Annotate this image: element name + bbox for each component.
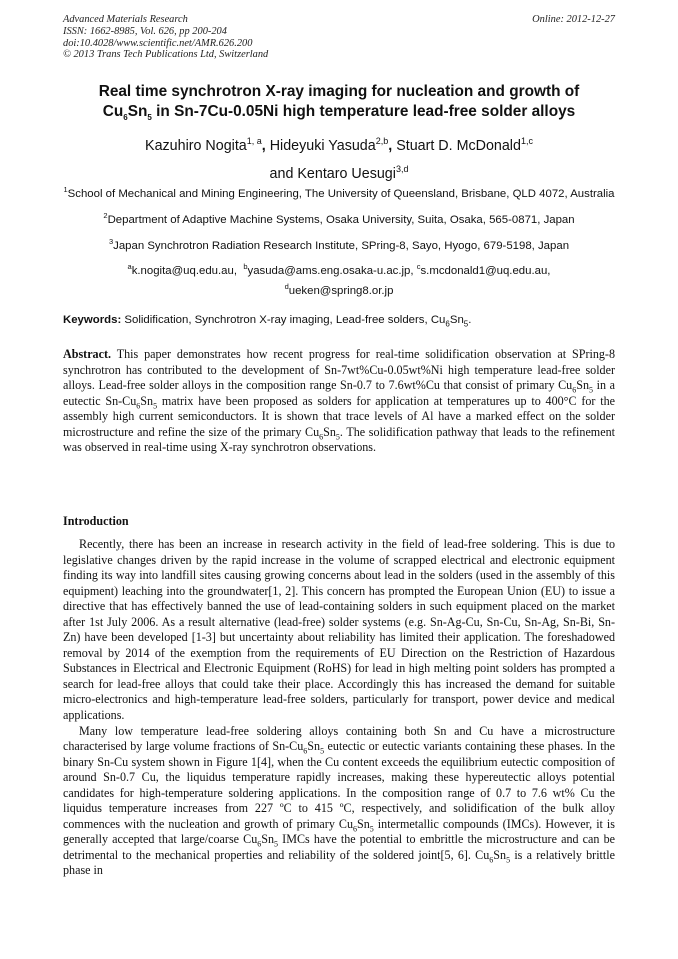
author-uesugi: Kentaro Uesugi <box>297 165 396 182</box>
affil-sup: 2 <box>103 210 108 220</box>
abs-sub: 6 <box>572 385 577 395</box>
p2-sub: 5 <box>320 746 325 756</box>
abs-sub: 5 <box>589 385 593 395</box>
abs-t7: . The solidification pathway that leads to the refinement was observed in real-time using X-ray synchrotron observations. <box>63 424 615 455</box>
author-line-1: Kazuhiro Nogita$^{1, a}$, Hideyuki Yasuda$^{2,b}$, Stuart D. McDonald$^{1,c}$ <box>145 136 533 154</box>
abs-sub: 5 <box>153 401 158 411</box>
author-sup: 2,b <box>375 136 389 146</box>
issn-line: ISSN: 1662-8985, Vol. 626, pp 200-204 <box>63 25 227 37</box>
title-line-2-rest: in Sn-7Cu-0.05Ni high temperature lead-free solder alloys <box>151 102 576 120</box>
email-uesugi: ueken@spring8.or.jp <box>288 284 394 297</box>
abs-t3: in a eutectic Sn-Cu <box>63 378 615 408</box>
author-yasuda: Hideyuki Yasuda <box>269 137 376 154</box>
title-cu: Cu <box>102 102 124 120</box>
paper-title <box>63 82 615 121</box>
affiliation-3 <box>63 234 615 254</box>
p2-a: Many low temperature lead-free soldering alloys containing both Sn and Cu have a microstructure characterised by large volume fractions of Sn-Cu <box>63 723 615 754</box>
journal-header <box>63 14 615 61</box>
affil-text: School of Mechanical and Mining Engineering, The University of Queensland, Brisbane, QLD 4072, Australia <box>67 187 615 200</box>
abs-sub: 5 <box>335 432 340 442</box>
p2-e: intermetallic compounds (IMCs). However, it is generally accepted that large/coarse Cu <box>63 816 615 847</box>
copyright-line: © 2013 Trans Tech Publications Ltd, Switzerland <box>63 49 269 61</box>
title-line-1: Real time synchrotron X-ray imaging for nucleation and growth of <box>98 83 580 100</box>
p2-d: Sn <box>357 816 370 831</box>
affil-sup: 3 <box>108 236 114 246</box>
intro-paragraph-2 <box>63 724 615 879</box>
email-sup: d <box>284 282 289 292</box>
kw-sub-5: 5 <box>463 319 469 329</box>
author-mcdonald: Stuart D. McDonald <box>396 137 521 154</box>
p2-sub: 5 <box>506 855 511 865</box>
online-date: Online: 2012-12-27 <box>532 14 615 25</box>
email-list <box>63 259 615 299</box>
p2-b: Sn <box>307 739 321 754</box>
p2-g: IMCs have the potential to embrittle the microstructure and can be detrimental to the mechanical properties and reliability of the soldered joint[5, 6]. Cu <box>63 832 615 862</box>
kw-sub-6: 6 <box>445 319 450 329</box>
abstract-label: Abstract. <box>63 347 112 361</box>
abs-t6: Sn <box>323 424 336 439</box>
kw-end: . <box>468 314 472 326</box>
p2-h: Sn <box>493 847 507 862</box>
p2-sub: 5 <box>274 839 279 849</box>
doi-line: doi:10.4028/www.scientific.net/AMR.626.200 <box>63 37 253 49</box>
p2-sub: 6 <box>257 839 262 849</box>
author-and: and <box>269 165 298 182</box>
p2-sub: 6 <box>353 824 357 834</box>
keywords-label: Keywords: <box>63 314 122 326</box>
author-sup: 3,d <box>395 163 409 174</box>
affiliations <box>63 182 615 305</box>
author-sup: 1,c <box>520 136 533 146</box>
affil-sup: 1 <box>63 185 68 194</box>
email-sup: a <box>127 262 132 272</box>
title-sn: Sn <box>127 102 148 120</box>
author-sup: 1, a <box>246 136 262 146</box>
email-sup: b <box>243 262 248 272</box>
affiliation-2 <box>63 208 615 228</box>
abs-sub: 6 <box>319 432 324 442</box>
p2-sub: 6 <box>489 855 494 865</box>
abs-t4: Sn <box>140 393 154 408</box>
affil-text: Department of Adaptive Machine Systems, Osaka University, Suita, Osaka, 565-0871, Japan <box>107 213 575 226</box>
keywords-text: Solidification, Synchrotron X-ray imaging, Lead-free solders, Cu <box>121 314 446 326</box>
keywords <box>63 313 615 328</box>
email-nogita: k.nogita@uq.edu.au, <box>131 265 237 278</box>
p2-c: eutectic or eutectic variants containing these phases. In the binary Sn-Cu system shown in Figure 1[4], when the Cu content exceeds the equilibrium eutectic composition of around Sn-0.7 Cu, the liquidus temperature rapidly increases, making these hypereutectic alloys potential candidates for high-temperature soldering applications. In the composition range of 0.7 to 7.6 wt% Cu the liquidus temperature increases from 227 ºC to 415 ºC, respectively, and solidification of the bulk alloy commences with the nucleation and growth of primary Cu <box>63 739 615 831</box>
author-list <box>63 130 615 186</box>
abstract <box>63 347 615 456</box>
journal-name: Advanced Materials Research <box>63 14 188 25</box>
author-nogita: Kazuhiro Nogita <box>145 137 247 154</box>
p2-f: Sn <box>261 832 275 847</box>
title-sub-5: 5 <box>147 112 152 122</box>
introduction-body <box>63 537 615 879</box>
abs-sub: 6 <box>136 401 141 411</box>
affiliation-1 <box>63 182 615 202</box>
intro-paragraph-1: Recently, there has been an increase in research activity in the field of lead-free soldering. This is due to legislative changes driven by the rapid increase in the volume of scrapped electrical and electronic equipment finding its way into landfill sites causing growing concerns about lead in the solders (used in the assembly of this equipment) leaching into the groundwater[1, 2]. This concern has prompted the European Union (EU) to issue a directive that has effectively banned the use of lead-containing solders in such equipment placed on the market after 1st July 2006. As a result alternative (lead-free) solder systems (e.g. Sn-Ag-Cu, Sn-Cu, Sn-Ag, Sn-Bi, Sn-Zn) have been developed [1-3] but uncertainty about reliability has limited their application. The foreshadowed removal by 2014 of the exemption from the requirements of EU Direction on the Restriction of Hazardous Substances in Electrical and Electronic Equipment (RoHS) for lead in high melting point solders has prompted a search for lead-free alloys that could take their place. Accordingly this has increased the demand for suitable micro-electronics and high-temperature lead-free solders, particularly for transport, power device and medical applications. <box>63 537 615 723</box>
abs-t2: Sn <box>576 378 589 393</box>
email-sup: c <box>416 262 421 272</box>
p2-sub: 6 <box>303 746 308 756</box>
abstract-paragraph <box>63 347 615 456</box>
abs-t1: This paper demonstrates how recent progress for real-time solidification observation at SPring-8 synchrotron has contributed to the development of Sn-7wt%Cu-0.05wt%Ni high temperature lead-free solder alloys. Lead-free solder alloys in the composition range Sn-0.7 to 7.6wt%Cu that consist of primary Cu <box>63 347 615 393</box>
affil-text: Japan Synchrotron Radiation Research Institute, SPring-8, Sayo, Hyogo, 679-5198, Japan <box>113 239 570 252</box>
title-sub-6: 6 <box>123 112 128 122</box>
p2-i: is a relatively brittle phase in <box>63 847 616 878</box>
email-mcdonald: s.mcdonald1@uq.edu.au, <box>420 265 551 278</box>
abs-t5: matrix have been proposed as solders for application at temperatures up to 400°C for the assembly high current semiconductors. It is shown that trace levels of Al have a marked effect on the solder microstructure and refine the size of the primary Cu <box>63 393 615 439</box>
kw-sn: Sn <box>449 314 464 326</box>
email-yasuda: yasuda@ams.eng.osaka-u.ac.jp, <box>247 265 414 278</box>
p2-sub: 5 <box>369 824 374 834</box>
title-line-2 <box>63 102 615 122</box>
introduction-heading: Introduction <box>63 514 129 528</box>
